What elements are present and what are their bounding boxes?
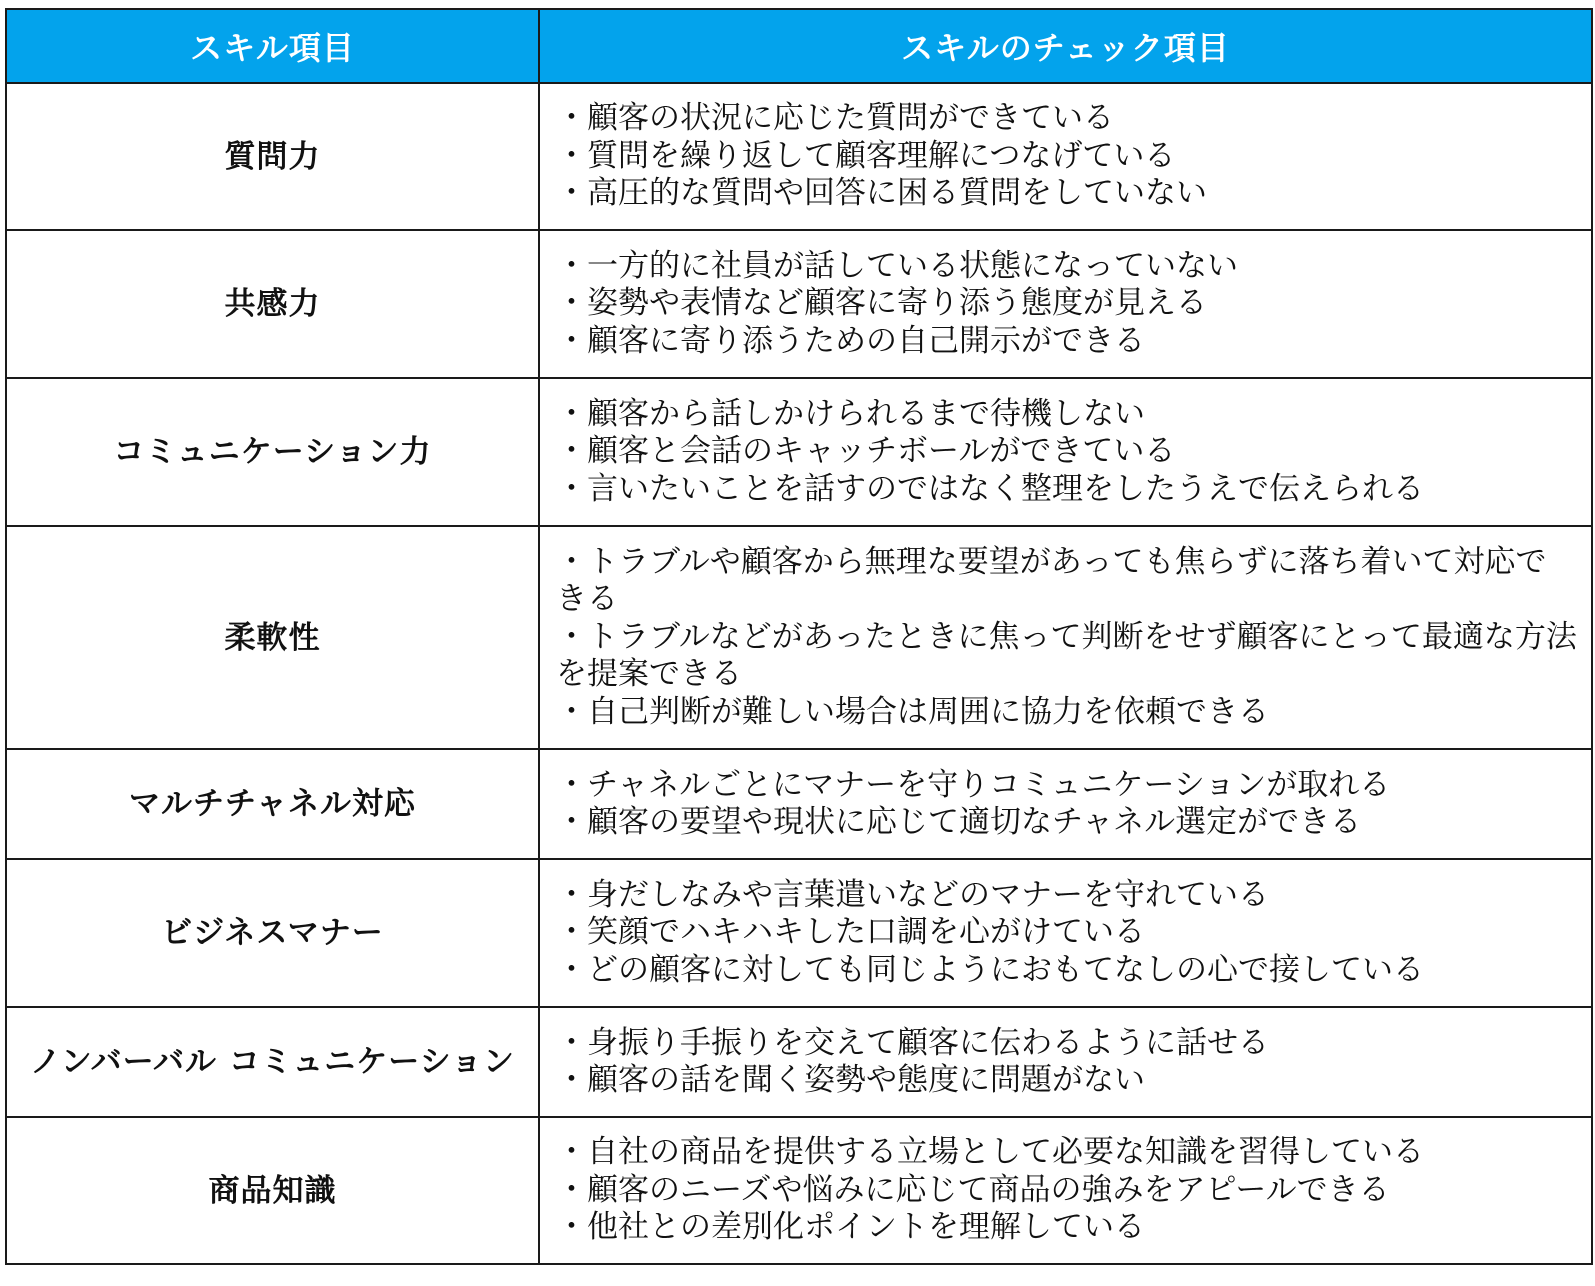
table-row (6, 378, 1592, 526)
check-item: ・自社の商品を提供する立場として必要な知識を習得している (556, 1134, 1424, 1171)
check-item: ・トラブルや顧客から無理な要望があっても焦らずに落ち着いて対応できる (556, 543, 1547, 618)
skill-name-cell (6, 1117, 539, 1264)
check-items-cell (539, 230, 1592, 378)
skill-name-cell (6, 378, 539, 526)
skill-name: コミュニケーション (228, 1044, 515, 1080)
check-item: ・身振り手振りを交えて顧客に伝わるように話せる (556, 1024, 1269, 1061)
header-skill-checks: スキルのチェック項目 (539, 9, 1592, 83)
skill-check-table (5, 8, 1593, 1265)
skill-name-cell (6, 749, 539, 859)
check-item: ・顧客のニーズや悩みに応じて商品の強みをアピールできる (556, 1171, 1390, 1208)
check-items-cell (539, 859, 1592, 1007)
check-item: ・顧客の状況に応じた質問ができている (556, 100, 1114, 137)
skill-name: 柔軟性 (224, 619, 321, 656)
skill-name: 質問力 (224, 138, 321, 175)
check-items-cell (539, 1007, 1592, 1117)
check-item: ・顧客と会話のキャッチボールができている (556, 433, 1176, 470)
check-items-cell (539, 526, 1592, 749)
check-item: ・高圧的な質問や回答に困る質問をしていない (556, 175, 1207, 212)
check-items-cell (539, 83, 1592, 230)
skill-name-cell (6, 230, 539, 378)
check-item: ・顧客の要望や現状に応じて適切なチャネル選定ができる (556, 804, 1362, 840)
check-item: ・他社との差別化ポイントを理解している (556, 1209, 1145, 1246)
skill-name-cell (6, 526, 539, 749)
check-item: ・質問を繰り返して顧客理解につなげている (556, 137, 1176, 174)
check-item: ・姿勢や表情など顧客に寄り添う態度が見える (556, 285, 1207, 322)
check-item: ・一方的に社員が話している状態になっていない (556, 247, 1238, 284)
skill-name: ノンバーバル (30, 1044, 218, 1080)
check-item: ・身だしなみや言葉遣いなどのマナーを守れている (556, 876, 1269, 913)
table-row (6, 1117, 1592, 1264)
check-item: ・言いたいことを話すのではなく整理をしたうえで伝えられる (556, 470, 1424, 507)
check-items-cell (539, 378, 1592, 526)
check-item: ・トラブルなどがあったときに焦って判断をせず顧客にとって最適な方法を提案できる (556, 618, 1577, 693)
check-item: ・チャネルごとにマナーを守りコミュニケーションが取れる (556, 766, 1391, 803)
skill-name: ビジネスマナー (161, 915, 384, 951)
skill-name: 商品知識 (208, 1172, 337, 1209)
table-header-row (6, 9, 1592, 83)
table-row (6, 83, 1592, 230)
check-item: ・どの顧客に対しても同じようにおもてなしの心で接している (556, 951, 1424, 988)
check-item: ・自己判断が難しい場合は周囲に協力を依頼できる (556, 693, 1269, 730)
table-row (6, 230, 1592, 378)
skill-name: マルチチャネル対応 (128, 786, 417, 822)
table-row (6, 1007, 1592, 1117)
check-items-cell (539, 1117, 1592, 1264)
check-item: ・顧客の話を聞く姿勢や態度に問題がない (556, 1062, 1145, 1098)
table-row (6, 526, 1592, 749)
check-items-cell (539, 749, 1592, 859)
table-row (6, 859, 1592, 1007)
check-item: ・笑顔でハキハキした口調を心がけている (556, 914, 1145, 951)
check-item: ・顧客から話しかけられるまで待機しない (556, 395, 1145, 432)
check-item: ・顧客に寄り添うための自己開示ができる (556, 322, 1145, 359)
skill-name-cell (6, 1007, 539, 1117)
skill-name: コミュニケーション力 (113, 434, 432, 470)
header-skill-item: スキル項目 (6, 9, 539, 83)
table-row (6, 749, 1592, 859)
skill-name-cell (6, 859, 539, 1007)
skill-name-cell (6, 83, 539, 230)
skill-name: 共感力 (224, 286, 321, 322)
